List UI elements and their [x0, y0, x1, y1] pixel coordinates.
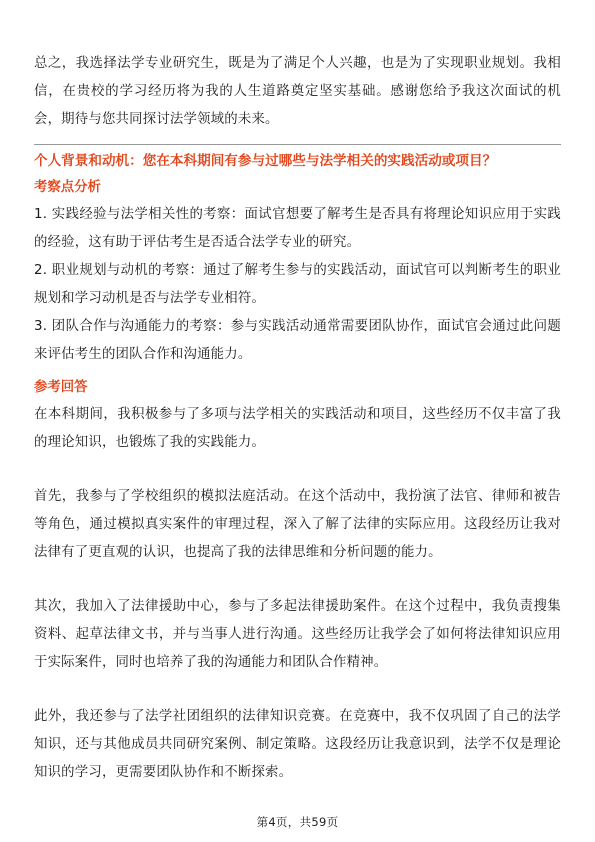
section-divider: [34, 144, 561, 145]
analysis-point: 3. 团队合作与沟通能力的考察：参与实践活动通常需要团队协作，面试官会通过此问题来评估考生的团队合作和沟通能力。: [34, 319, 561, 362]
intro-paragraph: 总之，我选择法学专业研究生，既是为了满足个人兴趣，也是为了实现职业规划。我相信，在贵校的学习经历将为我的人生道路奠定坚实基础。感谢您给予我这次面试的机会，期待与您共同探讨法学领域的未来。: [34, 56, 561, 127]
question-heading: 个人背景和动机：您在本科期间有参与过哪些与法学相关的实践活动或项目？: [34, 153, 497, 169]
analysis-heading: 考察点分析: [34, 180, 101, 195]
analysis-point: 1. 实践经验与法学相关性的考察：面试官想要了解考生是否具有将理论知识应用于实践的经验，这有助于评估考生是否适合法学专业的研究。: [34, 207, 561, 250]
answer-paragraph: 在本科期间，我积极参与了多项与法学相关的实践活动和项目，这些经历不仅丰富了我的理论知识，也锻炼了我的实践能力。: [34, 407, 561, 450]
answer-paragraph: 此外，我还参与了法学社团组织的法律知识竞赛。在竞赛中，我不仅巩固了自己的法学知识，还与其他成员共同研究案例、制定策略。这段经历让我意识到，法学不仅是理论知识的学习，更需要团队协作和不断探索。: [34, 709, 561, 780]
answer-paragraph: 其次，我加入了法律援助中心，参与了多起法律援助案件。在这个过程中，我负责搜集资料、起草法律文书，并与当事人进行沟通。这些经历让我学会了如何将法律知识应用于实际案件，同时也培养了我的沟通能力和团队合作精神。: [34, 599, 561, 670]
answer-paragraph: 首先，我参与了学校组织的模拟法庭活动。在这个活动中，我扮演了法官、律师和被告等角色，通过模拟真实案件的审理过程，深入了解了法律的实际应用。这段经历让我对法律有了更直观的认识，也提高了我的法律思维和分析问题的能力。: [34, 489, 561, 560]
document-page: [34, 50, 561, 787]
answer-body: [34, 401, 561, 787]
analysis-point: 2. 职业规划与动机的考察：通过了解考生参与的实践活动，面试官可以判断考生的职业规划和学习动机是否与法学专业相符。: [34, 263, 561, 306]
analysis-points: [34, 201, 561, 369]
page-number: 第4页，共59页: [256, 815, 339, 829]
answer-heading: 参考回答: [34, 380, 88, 395]
